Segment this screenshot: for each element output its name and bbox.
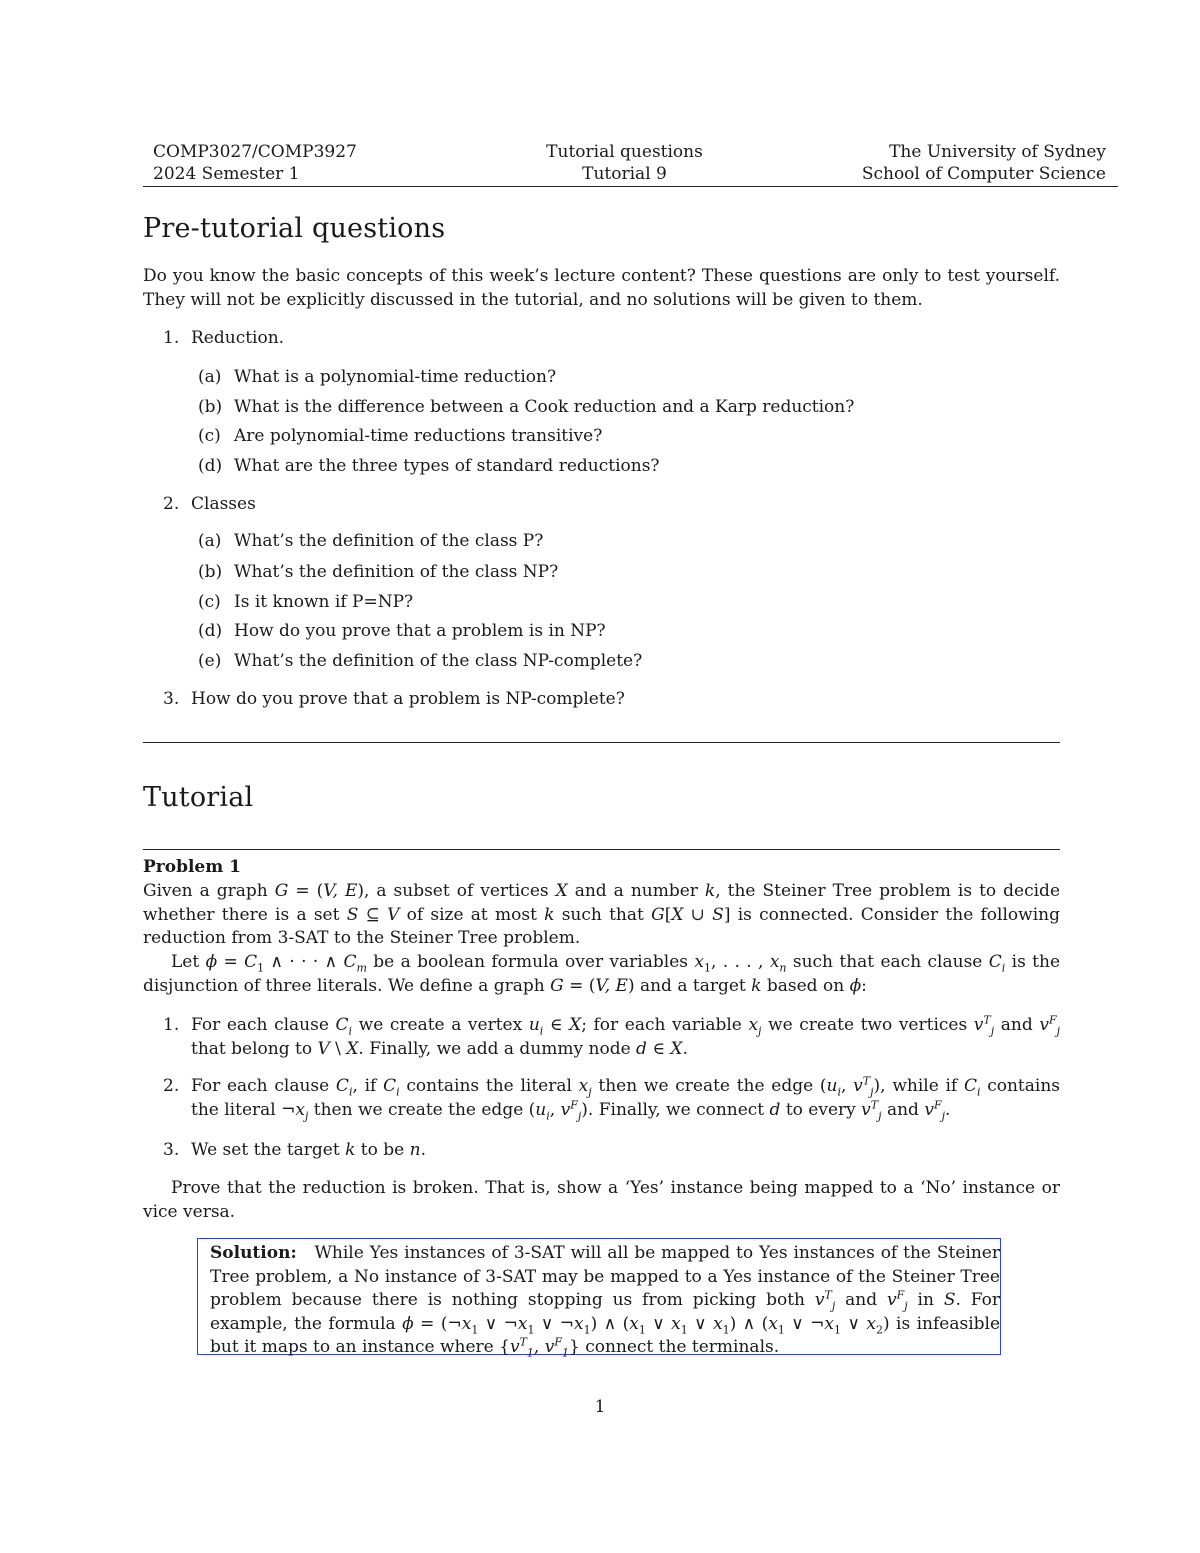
problem-title: Problem 1 — [143, 857, 241, 877]
problem-statement: Given a graph G = (V, E), a subset of vertices X and a number k, the Steiner Tree problem is to decide whether there is a set S ⊆ V of size at most k such that G[X ∪ S] is connected. Consider the following reduction from 3-SAT to the Steiner Tree problem. — [143, 881, 1060, 948]
university-name: The University of Sydney — [889, 142, 1106, 162]
list-item: (a) What’s the definition of the class P? — [198, 531, 544, 551]
page-header — [143, 141, 1106, 185]
question-number: 3. — [163, 689, 180, 709]
problem-divider — [143, 849, 1060, 850]
list-item: 1. For each clause $C_i$ we create a vertex $u_i$ ∈ X; for each variable $x_j$ we create two vertices $v^T_j$ and $v^F_j$ that belong to V \ X. Finally, we add a dummy node d ∈ X. — [163, 1013, 1061, 1059]
question-3 — [163, 688, 625, 710]
pre-tutorial-intro: Do you know the basic concepts of this week’s lecture content? These questions are only to test yourself. They will not be explicitly discussed in the tutorial, and no solutions will be given to them. — [143, 266, 1060, 310]
list-item: (d) How do you prove that a problem is in NP? — [198, 621, 606, 641]
pre-tutorial-heading: Pre-tutorial questions — [143, 213, 446, 244]
section-divider — [143, 742, 1060, 743]
list-item: (c) Are polynomial-time reductions transitive? — [198, 426, 603, 446]
tutorial-heading: Tutorial — [143, 782, 254, 813]
tutorial-number: Tutorial 9 — [582, 164, 667, 184]
list-item: 2. For each clause $C_i$, if $C_i$ contains the literal $x_j$ then we create the edge ($u_i$, $v^T_j$), while if $C_i$ contains the literal $\neg x_j$ then we create the edge ($u_i$, $v^F_j$). Finally, we connect d to every $v^T_j$ and $v^F_j$. — [163, 1074, 1061, 1123]
header-divider — [143, 186, 1118, 187]
question-number: 2. — [163, 494, 180, 514]
solution-box: Solution: While Yes instances of 3-SAT will all be mapped to Yes instances of the Steiner Tree problem, a No instance of 3-SAT may be mapped to a Yes instance of the Steiner Tree problem because there is nothing stopping us from picking both $v^T_j$ and $v^F_j$ in S. For example, the formula $\phi = (\neg x_1$ ∨ $\neg x_1$ ∨ $\neg x_1$) ∧ ($x_1$ ∨ $x_1$ ∨ $x_1$) ∧ ($x_1$ ∨ $\neg x_1$ ∨ $x_2$) is infeasible but it maps to an instance where {$v^T_1$, $v^F_1$} connect the terminals. — [197, 1238, 1001, 1355]
doc-type: Tutorial questions — [546, 142, 703, 162]
list-item: (c) Is it known if P=NP? — [198, 592, 414, 612]
question-2 — [163, 493, 256, 515]
list-item: (b) What’s the definition of the class NP? — [198, 562, 559, 582]
question-number: 1. — [163, 328, 180, 348]
school-name: School of Computer Science — [861, 164, 1106, 184]
semester: 2024 Semester 1 — [153, 164, 300, 184]
question-label: Reduction. — [191, 328, 285, 348]
page-number: 1 — [594, 1397, 606, 1417]
problem-task: Prove that the reduction is broken. That is, show a ‘Yes’ instance being mapped to a ‘No’ instance or vice versa. — [143, 1178, 1060, 1222]
list-item: (a) What is a polynomial-time reduction? — [198, 367, 557, 387]
solution-label: Solution: — [210, 1243, 297, 1263]
question-label: How do you prove that a problem is NP-complete? — [191, 689, 625, 709]
question-1 — [163, 327, 284, 349]
course-code: COMP3027/COMP3927 — [153, 142, 357, 162]
question-label: Classes — [191, 494, 256, 514]
list-item: (d) What are the three types of standard reductions? — [198, 456, 660, 476]
list-item: (e) What’s the definition of the class NP-complete? — [198, 651, 643, 671]
list-item: (b) What is the difference between a Cook reduction and a Karp reduction? — [198, 397, 855, 417]
list-item: 3. We set the target k to be n. — [163, 1140, 426, 1160]
problem-setup: Let $\phi = C_1$ ∧ · · · ∧ $C_m$ be a boolean formula over variables $x_1$, . . . , $x_n$ such that each clause $C_i$ is the disjunction of three literals. We define a graph G = (V, E) and a target k based on ϕ: — [143, 952, 1061, 996]
